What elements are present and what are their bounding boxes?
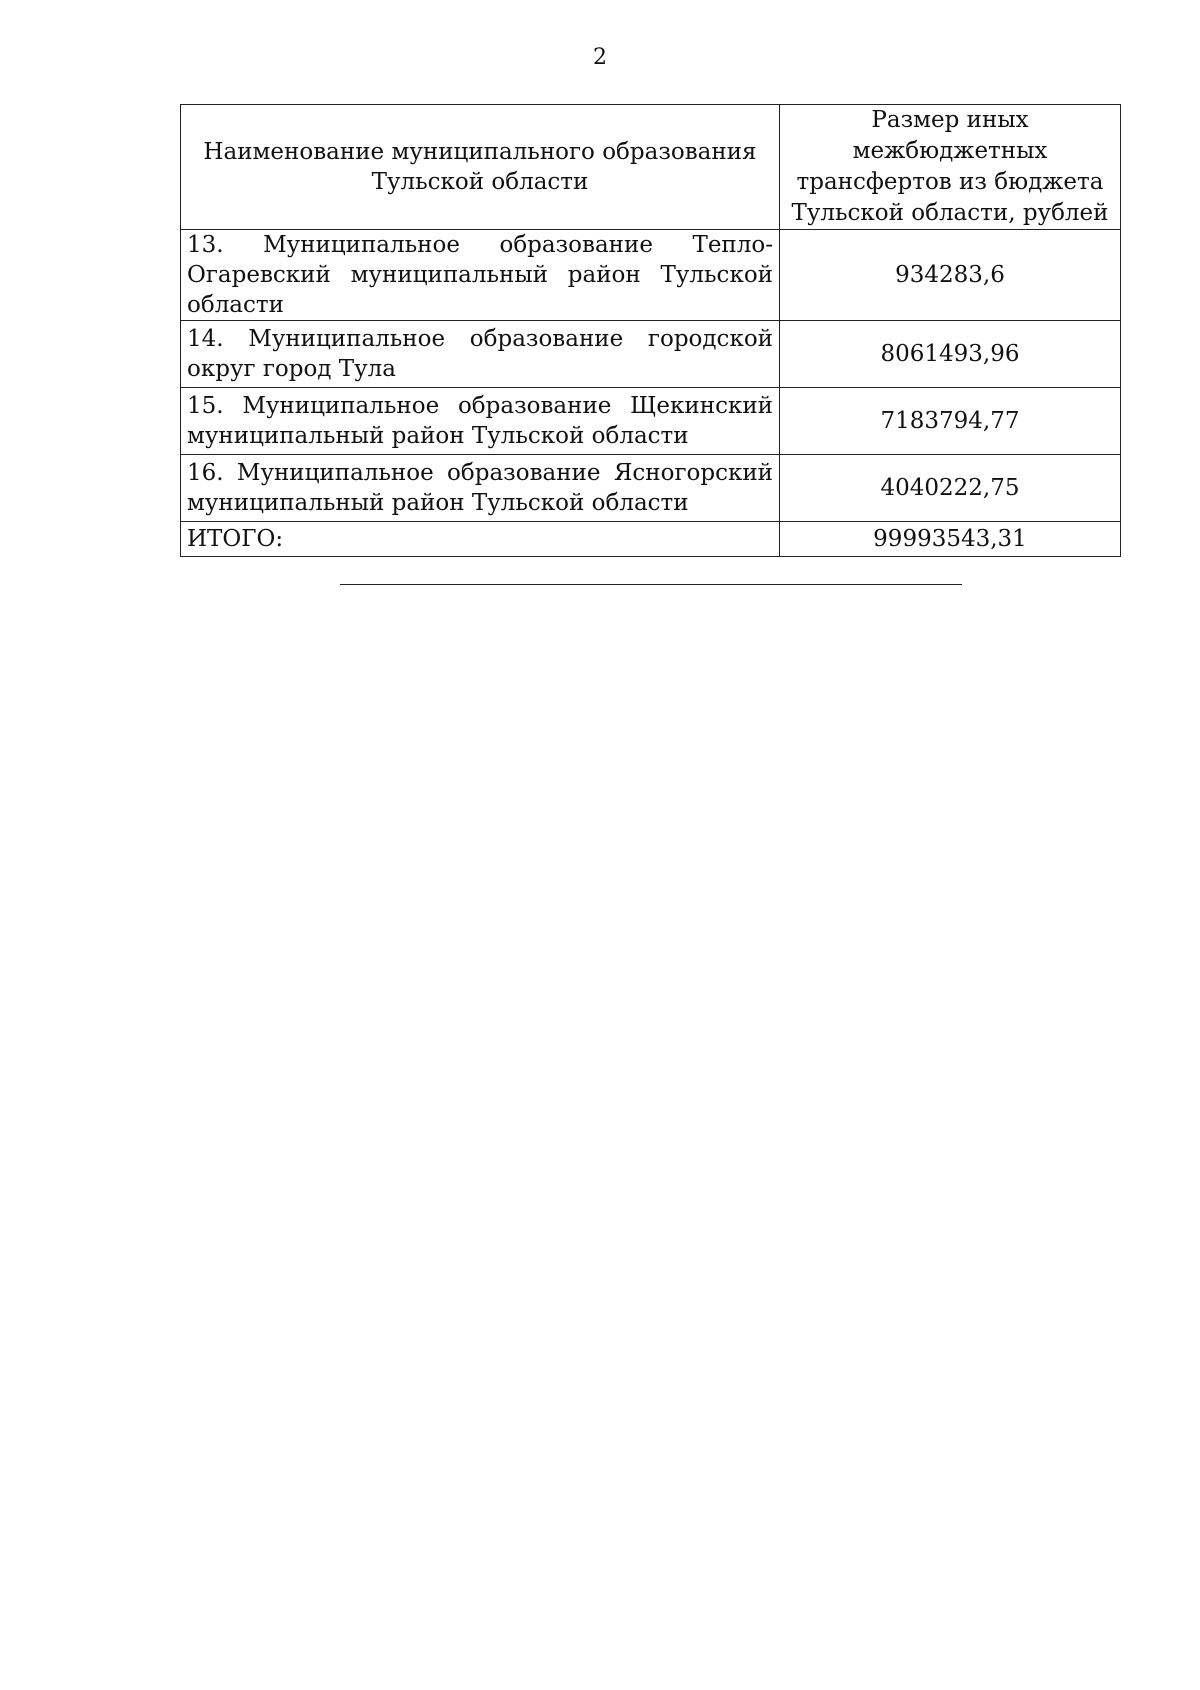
municipality-name: 13. Муниципальное образование Тепло-Огаревский муниципальный район Тульской области bbox=[181, 230, 780, 321]
closing-rule bbox=[340, 584, 962, 585]
total-row bbox=[181, 522, 1121, 557]
transfer-amount: 8061493,96 bbox=[780, 321, 1121, 388]
table-row bbox=[181, 455, 1121, 522]
table-header-row bbox=[181, 105, 1121, 230]
header-municipality-name bbox=[181, 105, 780, 230]
transfer-amount: 7183794,77 bbox=[780, 388, 1121, 455]
transfer-amount: 934283,6 bbox=[780, 230, 1121, 321]
municipality-name: 16. Муниципальное образование Ясногорский муниципальный район Тульской области bbox=[181, 455, 780, 522]
header-transfer-amount bbox=[780, 105, 1121, 230]
header-name-line: Тульской области bbox=[371, 169, 589, 195]
header-amount-line: трансфертов из бюджета bbox=[796, 169, 1104, 195]
transfer-amount: 4040222,75 bbox=[780, 455, 1121, 522]
header-name-line: Наименование муниципального образования bbox=[203, 139, 757, 165]
total-label: ИТОГО: bbox=[181, 522, 780, 557]
table-row bbox=[181, 321, 1121, 388]
municipality-name: 14. Муниципальное образование городской округ город Тула bbox=[181, 321, 780, 388]
municipality-name: 15. Муниципальное образование Щекинский муниципальный район Тульской области bbox=[181, 388, 780, 455]
transfers-table bbox=[180, 104, 1121, 557]
header-amount-line: Размер иных межбюджетных bbox=[852, 107, 1048, 164]
header-amount-line: Тульской области, рублей bbox=[791, 200, 1109, 226]
page-number: 2 bbox=[593, 45, 607, 70]
table-row bbox=[181, 230, 1121, 321]
table-row bbox=[181, 388, 1121, 455]
total-amount: 99993543,31 bbox=[780, 522, 1121, 557]
